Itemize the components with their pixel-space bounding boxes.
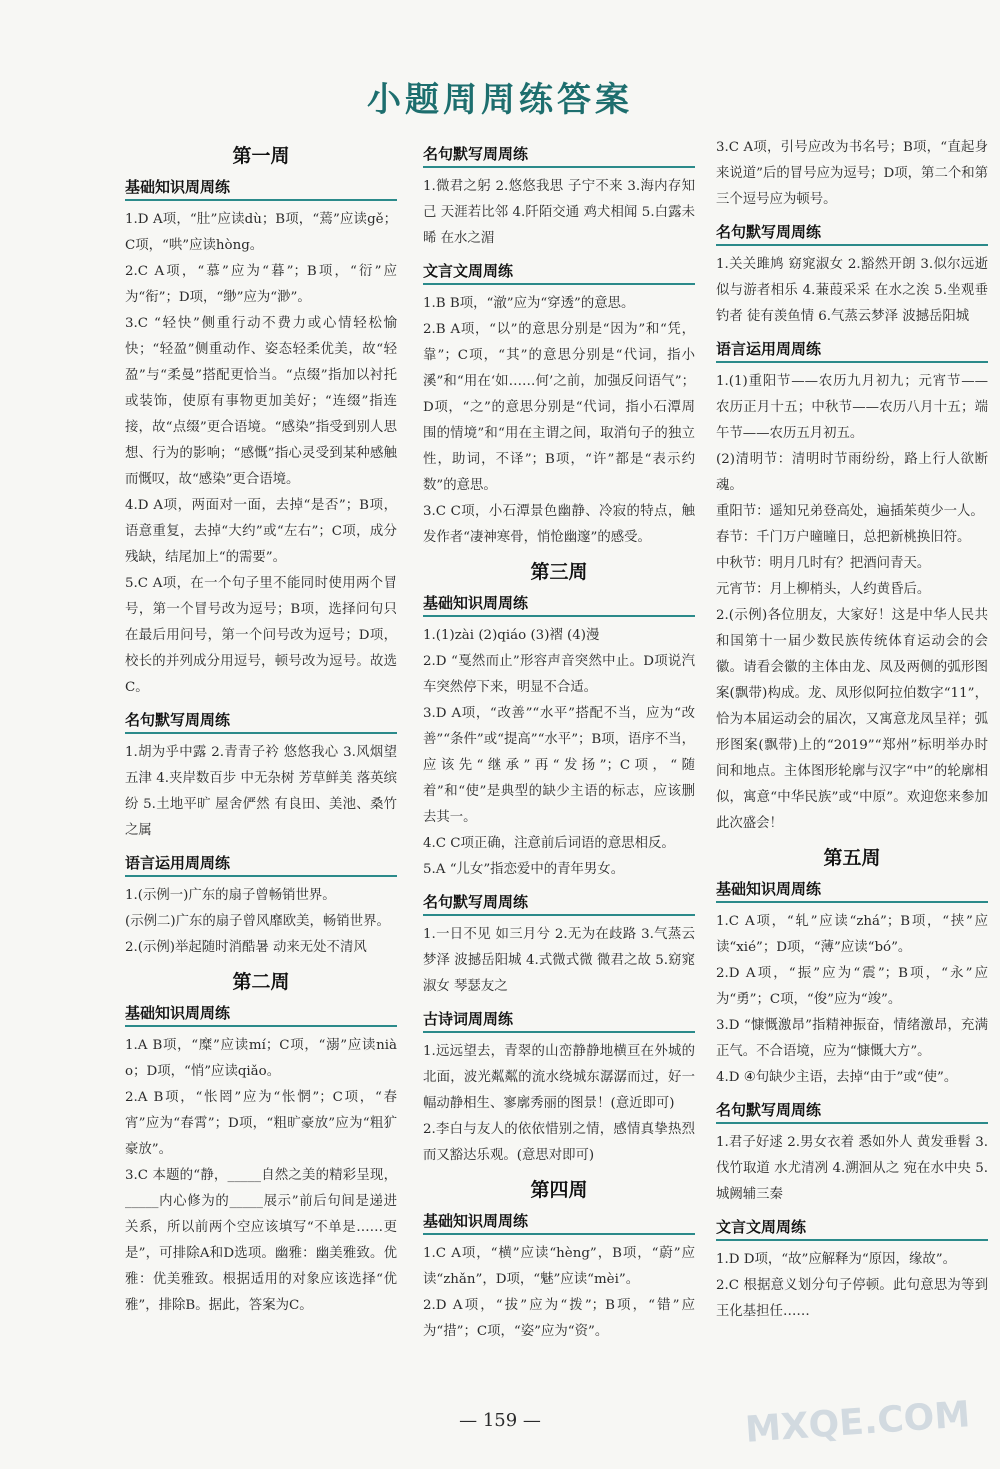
section-heading: 语言运用周周练 <box>125 852 397 877</box>
answer-item: 4.D A项，两面对一面，去掉“是否”；B项，语意重复，去掉“大约”或“左右”；C项，成分残缺，结尾加上“的需要”。 <box>125 498 397 565</box>
section-heading: 文言文周周练 <box>423 260 695 285</box>
answer-item: 1.D D项，“故”应解释为“原因，缘故”。 <box>716 1252 956 1267</box>
section-heading: 语言运用周周练 <box>716 338 988 363</box>
answer-item: 中秋节：明月几时有？把酒问青天。 <box>716 556 931 571</box>
section-heading: 名句默写周周练 <box>716 1099 988 1124</box>
section-heading: 基础知识周周练 <box>125 1002 397 1027</box>
answer-item: 3.C A项，引号应改为书名号；B项，“直起身来说道”后的冒号应为逗号；D项，第二个和第三个逗号应为顿号。 <box>716 140 989 207</box>
answer-item: 1.C A项，“横”应读“hèng”，B项，“蔚”应读“zhǎn”，D项，“魅”应读“mèi”。 <box>423 1246 695 1287</box>
section-heading: 古诗词周周练 <box>423 1008 695 1033</box>
section-heading: 名句默写周周练 <box>716 221 988 246</box>
answer-item: 1.(1)重阳节——农历九月初九；元宵节——农历正月十五；中秋节——农历八月十五；端午节——农历五月初五。 <box>716 374 988 441</box>
answer-item: 5.C A项，在一个句子里不能同时使用两个冒号，第一个冒号改为逗号；B项，选择问句只在最后用问号，第一个问号改为逗号；D项，校长的并列成分用逗号，顿号改为逗号。故选C。 <box>125 576 397 695</box>
answer-item: 2.C 根据意义划分句子停顿。此句意思为等到王化基担任…… <box>716 1278 988 1319</box>
answer-item: 1.C A项，“轧”应读“zhá”；B项，“挟”应读“xié”；D项，“薄”应读“bó”。 <box>716 914 988 955</box>
section-heading: 名句默写周周练 <box>125 709 397 734</box>
week-heading: 第五周 <box>823 847 881 869</box>
section-heading: 名句默写周周练 <box>423 891 695 916</box>
watermark-logo: MXQE.COM <box>743 1394 972 1451</box>
week-heading: 第四周 <box>530 1179 588 1201</box>
answer-item: 1.胡为乎中露 2.青青子衿 悠悠我心 3.风烟望五津 4.夹岸数百步 中无杂树 芳草鲜美 落英缤纷 5.土地平旷 屋舍俨然 有良田、美池、桑竹之属 <box>125 745 397 838</box>
answer-item: 2.B A项，“以”的意思分别是“因为”和“凭，靠”；C项，“其”的意思分别是“代词，指小溪”和“用在‘如……何’之前，加强反问语气”；D项，“之”的意思分别是“代词，指小石潭周围的情境”和“用在主谓之间，取消句子的独立性，助词，不译”；B项，“许”都是“表示约数”的意思。 <box>423 322 695 493</box>
answer-item: 3.C 本题的“静，_____自然之美的精彩呈现，_____内心修为的_____展示”前后句间是递进关系，所以前两个空应该填写“不单是……更是”，可排除A和D选项。幽雅：幽美雅致。优雅：优美雅致。根据适用的对象应该选择“优雅”，排除B。据此，答案为C。 <box>125 1168 397 1313</box>
section-heading: 名句默写周周练 <box>423 143 695 168</box>
answer-item: 春节：千门万户曈曈日，总把新桃换旧符。 <box>716 530 971 545</box>
answer-item: 2.D A项，“拔”应为“拨”；B项，“错”应为“措”；C项，“姿”应为“资”。 <box>423 1298 695 1339</box>
week-heading: 第一周 <box>232 145 290 167</box>
page-number: — 159 — <box>459 1410 541 1431</box>
answer-item: 2.C A项，“慕”应为“暮”；B项，“衍”应为“衔”；D项，“缈”应为“渺”。 <box>125 264 397 305</box>
section-heading: 基础知识周周练 <box>423 592 695 617</box>
answer-item: 3.D “慷慨激昂”指精神振奋，情绪激昂，充满正气。不合语境，应为“慷慨大方”。 <box>716 1018 988 1059</box>
answer-item: 1.关关雎鸠 窈窕淑女 2.豁然开朗 3.似尔远逝 似与游者相乐 4.蒹葭采采 在水之涘 5.坐观垂钓者 徒有羡鱼情 6.气蒸云梦泽 波撼岳阳城 <box>716 257 988 324</box>
section-heading: 基础知识周周练 <box>423 1210 695 1235</box>
column-right <box>716 135 988 1325</box>
answer-item: 1.A B项，“糜”应读mí；C项，“溺”应读niào；D项，“悄”应读qiǎo。 <box>125 1038 397 1079</box>
answer-item: 2.李白与友人的依依惜别之情，感情真挚热烈而又豁达乐观。(意思对即可) <box>423 1122 695 1163</box>
answer-item: 4.D ④句缺少主语，去掉“由于”或“使”。 <box>716 1070 958 1085</box>
answer-item: (2)清明节：清明时节雨纷纷，路上行人欲断魂。 <box>716 452 988 493</box>
section-heading: 基础知识周周练 <box>716 878 988 903</box>
answer-item: 重阳节：遥知兄弟登高处，遍插茱萸少一人。 <box>716 504 984 519</box>
answer-item: 2.D A项，“振”应为“震”；B项，“永”应为“勇”；C项，“俊”应为“竣”。 <box>716 966 988 1007</box>
answer-item: 2.A B项，“怅罔”应为“怅惘”；C项，“春宵”应为“春霄”；D项，“粗旷豪放”应为“粗犷豪放”。 <box>125 1090 397 1157</box>
answer-item: 4.C C项正确，注意前后词语的意思相反。 <box>423 836 675 851</box>
answer-item: 1.远远望去，青翠的山峦静静地横亘在外城的北面，波光粼粼的流水绕城东潺潺而过，好一幅动静相生、寥廓秀丽的图景！(意近即可) <box>423 1044 695 1111</box>
answer-item: 5.A “儿女”指恋爱中的青年男女。 <box>423 862 625 877</box>
answer-item: 元宵节：月上柳梢头，人约黄昏后。 <box>716 582 931 597</box>
answer-item: 1.B B项，“澈”应为“穿透”的意思。 <box>423 296 635 311</box>
answer-item: 2.D “戛然而止”形容声音突然中止。D项说汽车突然停下来，明显不合适。 <box>423 654 695 695</box>
answer-item: 1.(示例一)广东的扇子曾畅销世界。 <box>125 888 336 903</box>
answer-item: 3.C C项，小石潭景色幽静、冷寂的特点，触发作者“凄神寒骨，悄怆幽邃”的感受。 <box>423 504 695 545</box>
answer-item: 2.(示例)举起随时消酷暑 动来无处不清风 <box>125 940 367 955</box>
answer-item: 1.一日不见 如三月兮 2.无为在歧路 3.气蒸云梦泽 波撼岳阳城 4.式微式微 微君之故 5.窈窕淑女 琴瑟友之 <box>423 927 695 994</box>
answer-item: 1.微君之躬 2.悠悠我思 子宁不来 3.海内存知己 天涯若比邻 4.阡陌交通 鸡犬相闻 5.白露未晞 在水之湄 <box>423 179 695 246</box>
answer-item: 2.(示例)各位朋友，大家好！这是中华人民共和国第十一届少数民族传统体育运动会的会徽。请看会徽的主体由龙、凤及两侧的弧形图案(飘带)构成。龙、凤形似阿拉伯数字“11”，恰为本届运动会的届次，又寓意龙凤呈祥；弧形图案(飘带)上的“2019”“郑州”标明举办时间和地点。主体图形轮廓与汉字“中”的轮廓相似，寓意“中华民族”或“中原”。欢迎您来参加此次盛会！ <box>716 608 988 831</box>
answer-item: 1.君子好逑 2.男女衣着 悉如外人 黄发垂髫 3.伐竹取道 水尤清冽 4.溯洄从之 宛在水中央 5.城阙辅三秦 <box>716 1135 988 1202</box>
section-heading: 文言文周周练 <box>716 1216 988 1241</box>
page-title: 小题周周练答案 <box>367 80 633 120</box>
week-heading: 第三周 <box>530 561 588 583</box>
answer-item: 1.(1)zài (2)qiáo (3)褶 (4)漫 <box>423 628 600 643</box>
answer-item: 1.D A项，“肚”应读dù；B项，“蔫”应读gě；C项，“哄”应读hòng。 <box>125 212 397 253</box>
section-heading: 基础知识周周练 <box>125 176 397 201</box>
column-left <box>125 135 397 1319</box>
answer-item: 3.D A项，“改善”“水平”搭配不当，应为“改善”“条件”或“提高”“水平”；B项，语序不当，应该先“继承”再“发扬”；C项，“随着”和“使”是典型的缺少主语的标志，应该删去其一。 <box>423 706 696 825</box>
answer-item: 3.C “轻快”侧重行动不费力或心情轻松愉快；“轻盈”侧重动作、姿态轻柔优美，故“轻盈”与“柔曼”搭配更恰当。“点缀”指加以衬托或装饰，使原有事物更加美好；“连缀”指连接，故“点缀”更合语境。“感染”指受到别人思想、行为的影响；“感慨”指心灵受到某种感触而慨叹，故“感染”更合语境。 <box>125 316 397 487</box>
answer-item: (示例二)广东的扇子曾风靡欧美，畅销世界。 <box>125 914 390 929</box>
column-middle <box>423 135 695 1345</box>
week-heading: 第二周 <box>232 971 290 993</box>
